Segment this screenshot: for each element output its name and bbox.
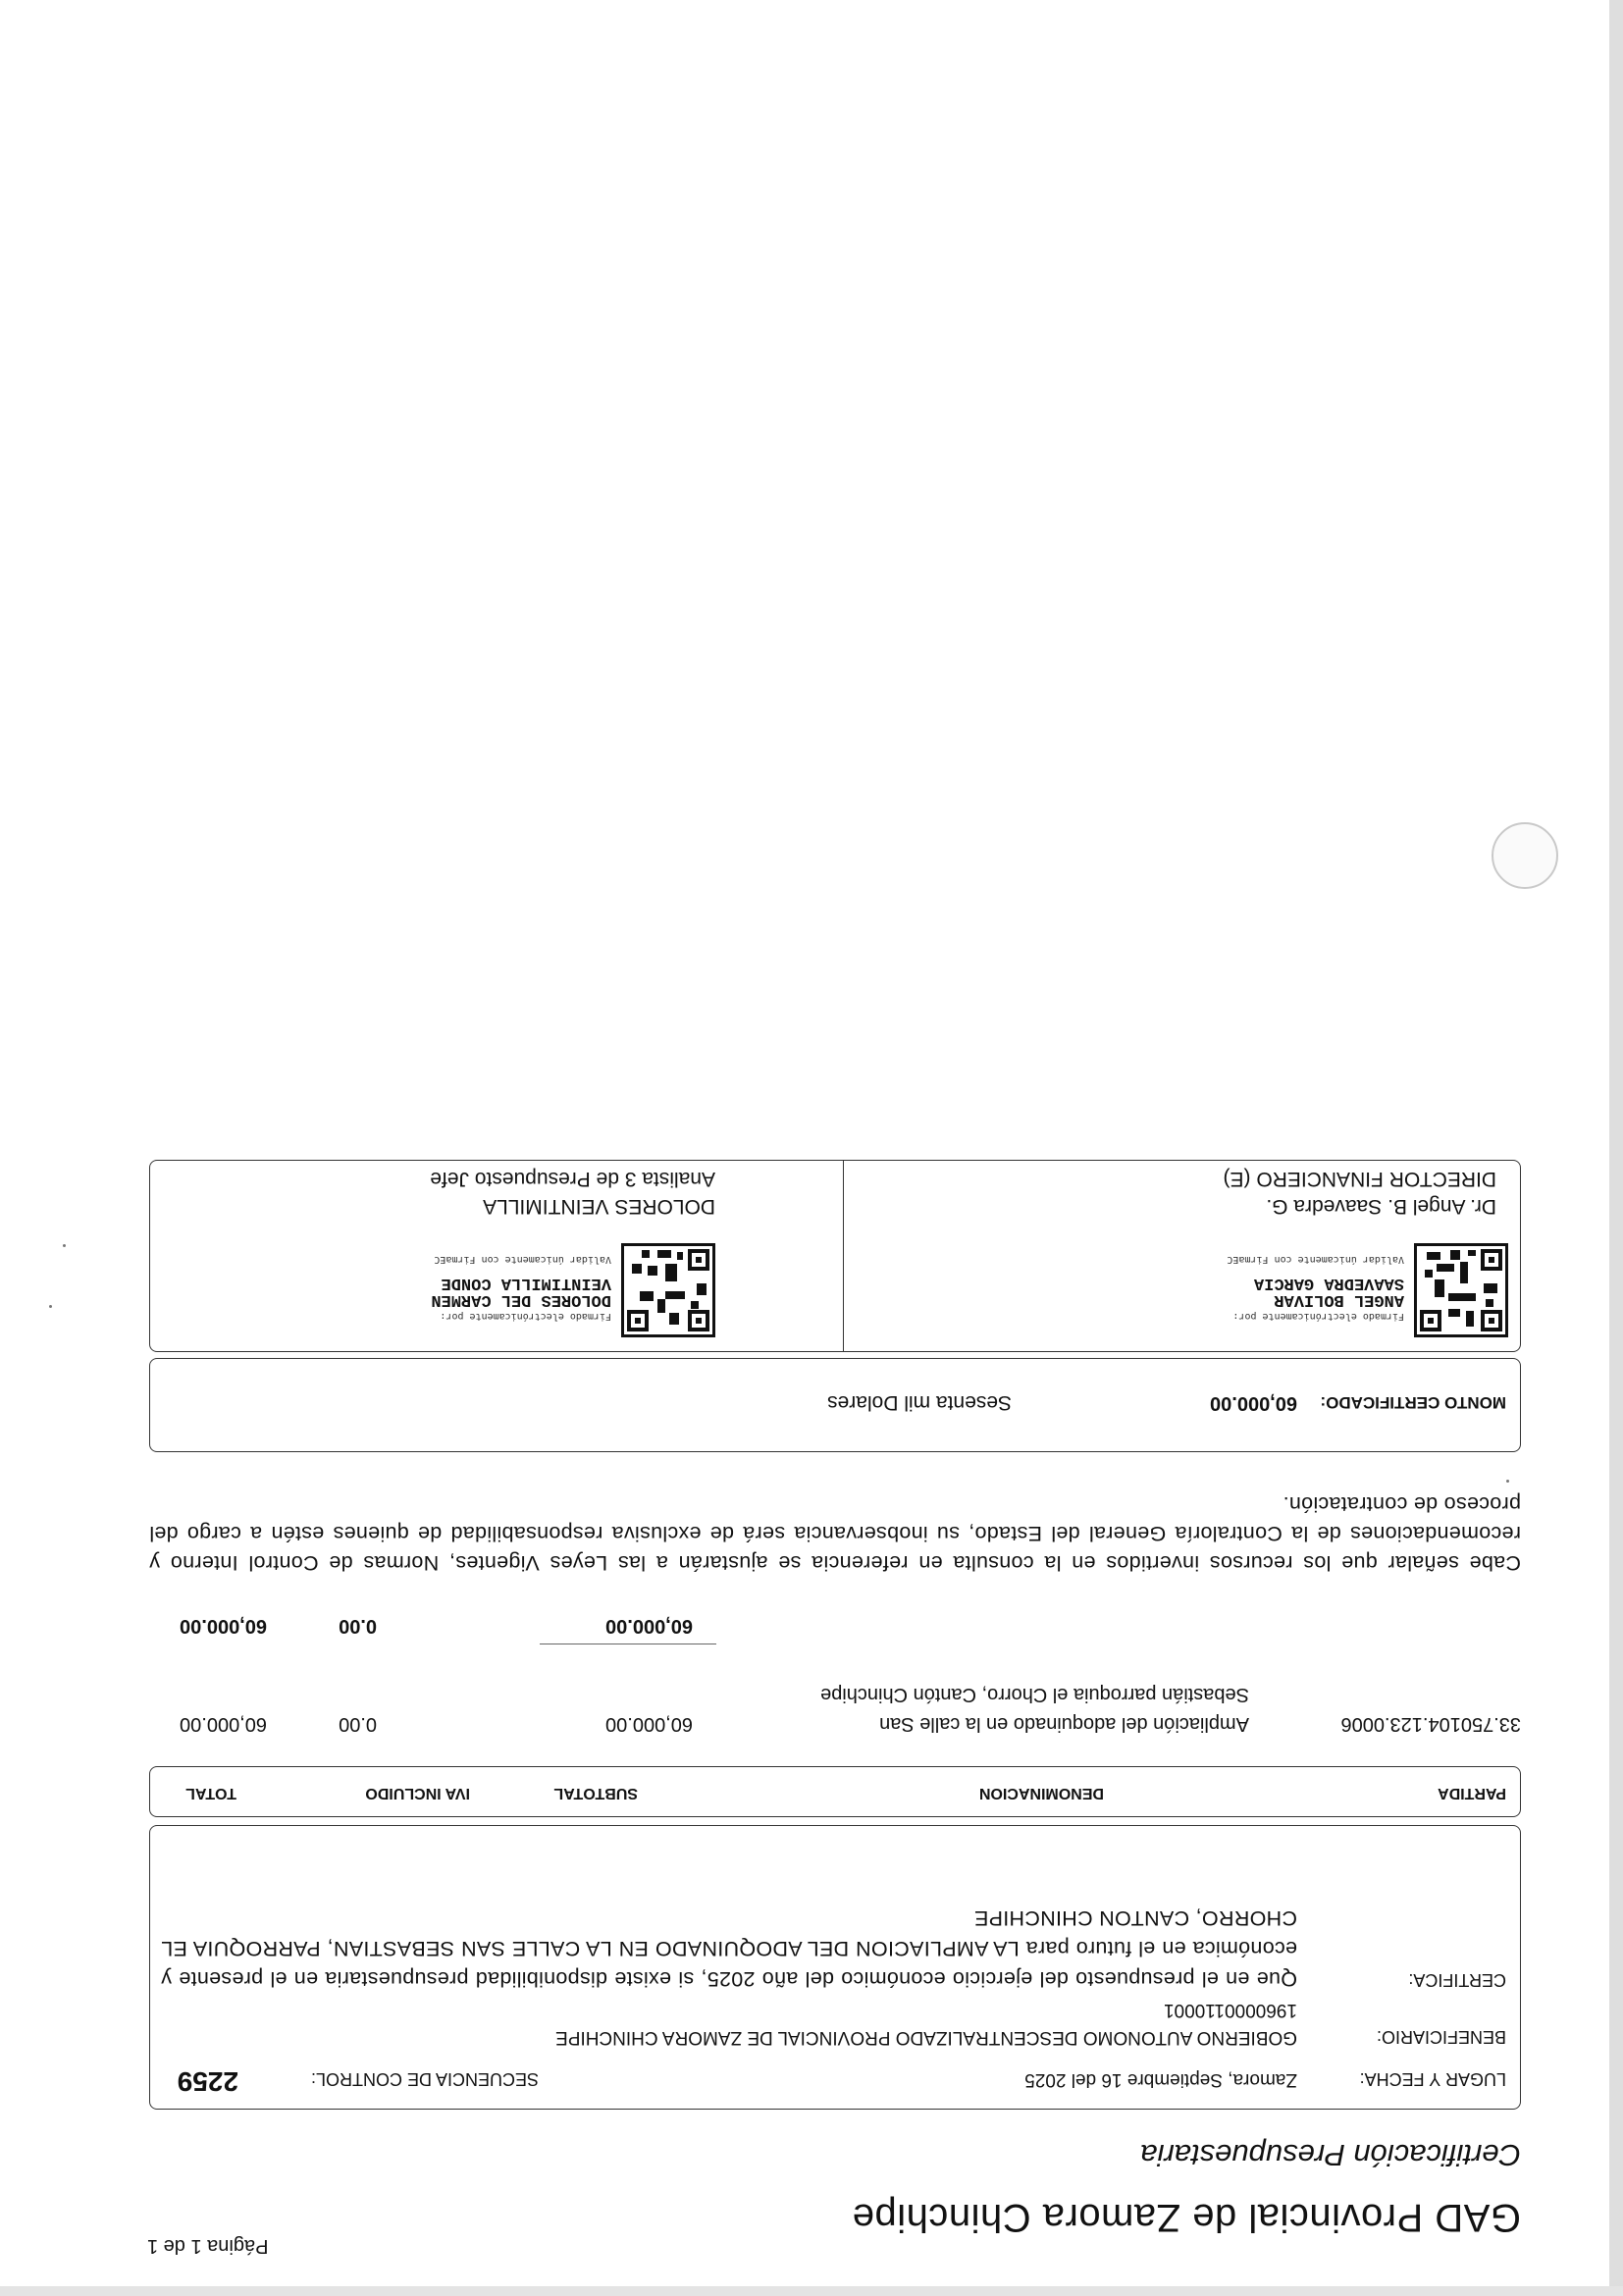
control-sequence-label: SECUENCIA DE CONTROL: (310, 2069, 539, 2089)
row-iva: 0.00 (339, 1713, 377, 1735)
place-date-value: Zamora, Septiembre 16 del 2025 (1024, 2069, 1297, 2090)
qr-finder (1481, 1249, 1502, 1271)
row-denominacion-line1: Ampliación del adoquinado en la calle San (879, 1713, 1249, 1735)
col-subtotal: SUBTOTAL (553, 1785, 638, 1801)
qr-module (648, 1266, 657, 1276)
totals-total: 60,000.00 (180, 1615, 267, 1637)
col-denominacion: DENOMINACION (978, 1785, 1104, 1801)
scan-edge-bottom (0, 2286, 1623, 2296)
document-title: GAD Provincial de Zamora Chinchipe (852, 2196, 1521, 2239)
certified-amount-box (149, 1358, 1521, 1452)
row-subtotal: 60,000.00 (605, 1713, 693, 1735)
signer-name-line2: VEINTIMILLA CONDE (441, 1274, 611, 1292)
signed-by-text: Firmado electrónicamente por: (1232, 1311, 1404, 1322)
qr-module (1484, 1283, 1497, 1293)
qr-module (1437, 1264, 1454, 1272)
qr-module (1435, 1279, 1444, 1297)
qr-module (1427, 1252, 1440, 1260)
scan-speck (63, 1244, 66, 1247)
qr-module (1448, 1309, 1460, 1317)
signer-name-line2: SAAVEDRA GARCIA (1253, 1274, 1404, 1292)
qr-module (657, 1299, 665, 1313)
signatures-box (149, 1160, 1521, 1352)
qr-module (665, 1264, 677, 1281)
row-total: 60,000.00 (180, 1713, 267, 1735)
qr-module (691, 1301, 699, 1309)
qr-finder (688, 1310, 709, 1331)
qr-module (1425, 1270, 1433, 1278)
scan-edge-right (1609, 0, 1623, 2296)
certificate-info-box (149, 1825, 1521, 2110)
beneficiary-id: 1960000110001 (1164, 2000, 1297, 2020)
signer-name-line1: DOLORES DEL CARMEN (431, 1290, 611, 1309)
qr-module (1486, 1299, 1493, 1307)
col-iva: IVA INCLUIDO (365, 1785, 470, 1801)
signer-person: DOLORES VEINTIMILLA (483, 1195, 715, 1218)
qr-module (1468, 1250, 1476, 1256)
qr-finder (627, 1310, 649, 1331)
totals-subtotal: 60,000.00 (605, 1615, 693, 1637)
signature-cell-analyst (150, 1160, 843, 1351)
certify-text: Que en el presupuesto del ejercicio económico del año 2025, si existe disponibilidad presupuestaria en el presente y económica en el futuro para LA AMPLIACION DEL ADOQUINADO EN LA CALLE SAN SEBASTIAN, PARROQUIA EL CHORRO, CANTON CHINCHIPE (161, 1906, 1297, 1991)
validate-text: Validar únicamente con FirmaEC (1227, 1254, 1404, 1265)
control-sequence-number: 2259 (177, 2066, 238, 2097)
qr-code (1414, 1243, 1508, 1337)
signer-role: DIRECTOR FINANCIERO (E) (1223, 1168, 1496, 1190)
qr-module (1448, 1293, 1476, 1301)
certified-amount-value: 60,000.00 (1210, 1392, 1297, 1414)
qr-finder (688, 1249, 709, 1271)
scan-speck (49, 1305, 52, 1308)
qr-module (677, 1252, 683, 1260)
qr-module (632, 1264, 642, 1274)
page-number: Página 1 de 1 (147, 2235, 269, 2257)
document-subtitle: Certificación Presupuestaria (1140, 2138, 1521, 2172)
qr-module (1460, 1262, 1468, 1283)
legal-note: Cabe señalar que los recursos invertidos en la consulta en referencia se ajustarán a las Leyes Vigentes, Normas de Control Interno y recomendaciones de la Contraloría General del Estado, su inobservancia será de exclusiva responsabilidad de quienes estén a cargo del proceso de contratación. (149, 1492, 1521, 1575)
signer-role: Analista 3 de Presupuesto Jefe (430, 1168, 715, 1190)
validate-text: Validar únicamente con FirmaEC (434, 1254, 611, 1265)
qr-code (621, 1243, 715, 1337)
qr-module (1466, 1311, 1474, 1327)
beneficiary-name: GOBIERNO AUTONOMO DESCENTRALIZADO PROVINCIAL DE ZAMORA CHINCHIPE (555, 2027, 1297, 2048)
certified-amount-words: Sesenta mil Dolares (827, 1391, 1012, 1414)
certify-label: CERTIFICA: (1408, 1970, 1506, 1990)
document-sheet (147, 39, 1521, 2257)
col-total: TOTAL (185, 1785, 236, 1801)
signed-by-text: Firmado electrónicamente por: (440, 1311, 611, 1322)
totals-iva: 0.00 (339, 1615, 377, 1637)
qr-module (665, 1291, 685, 1299)
qr-module (640, 1291, 654, 1301)
qr-module (669, 1313, 679, 1325)
qr-module (657, 1250, 671, 1258)
qr-module (697, 1283, 707, 1295)
beneficiary-label: BENEFICIARIO: (1376, 2027, 1506, 2047)
row-denominacion-line2: Sebastián parroquia el Chorro, Cantón Chinchipe (820, 1684, 1249, 1705)
signature-cell-director (843, 1160, 1520, 1351)
certified-amount-label: MONTO CERTIFICADO: (1320, 1393, 1506, 1412)
signer-person: Dr. Angel B. Saavedra G. (1266, 1195, 1496, 1218)
qr-finder (1420, 1310, 1441, 1331)
qr-module (642, 1250, 650, 1258)
budget-table-header (149, 1766, 1521, 1817)
qr-finder (1481, 1310, 1502, 1331)
col-partida: PARTIDA (1438, 1785, 1506, 1801)
qr-module (1450, 1250, 1460, 1260)
place-date-label: LUGAR Y FECHA: (1359, 2069, 1506, 2089)
row-partida: 33.750104.123.0006 (1340, 1713, 1521, 1735)
signer-name-line1: ANGEL BOLIVAR (1274, 1290, 1404, 1309)
